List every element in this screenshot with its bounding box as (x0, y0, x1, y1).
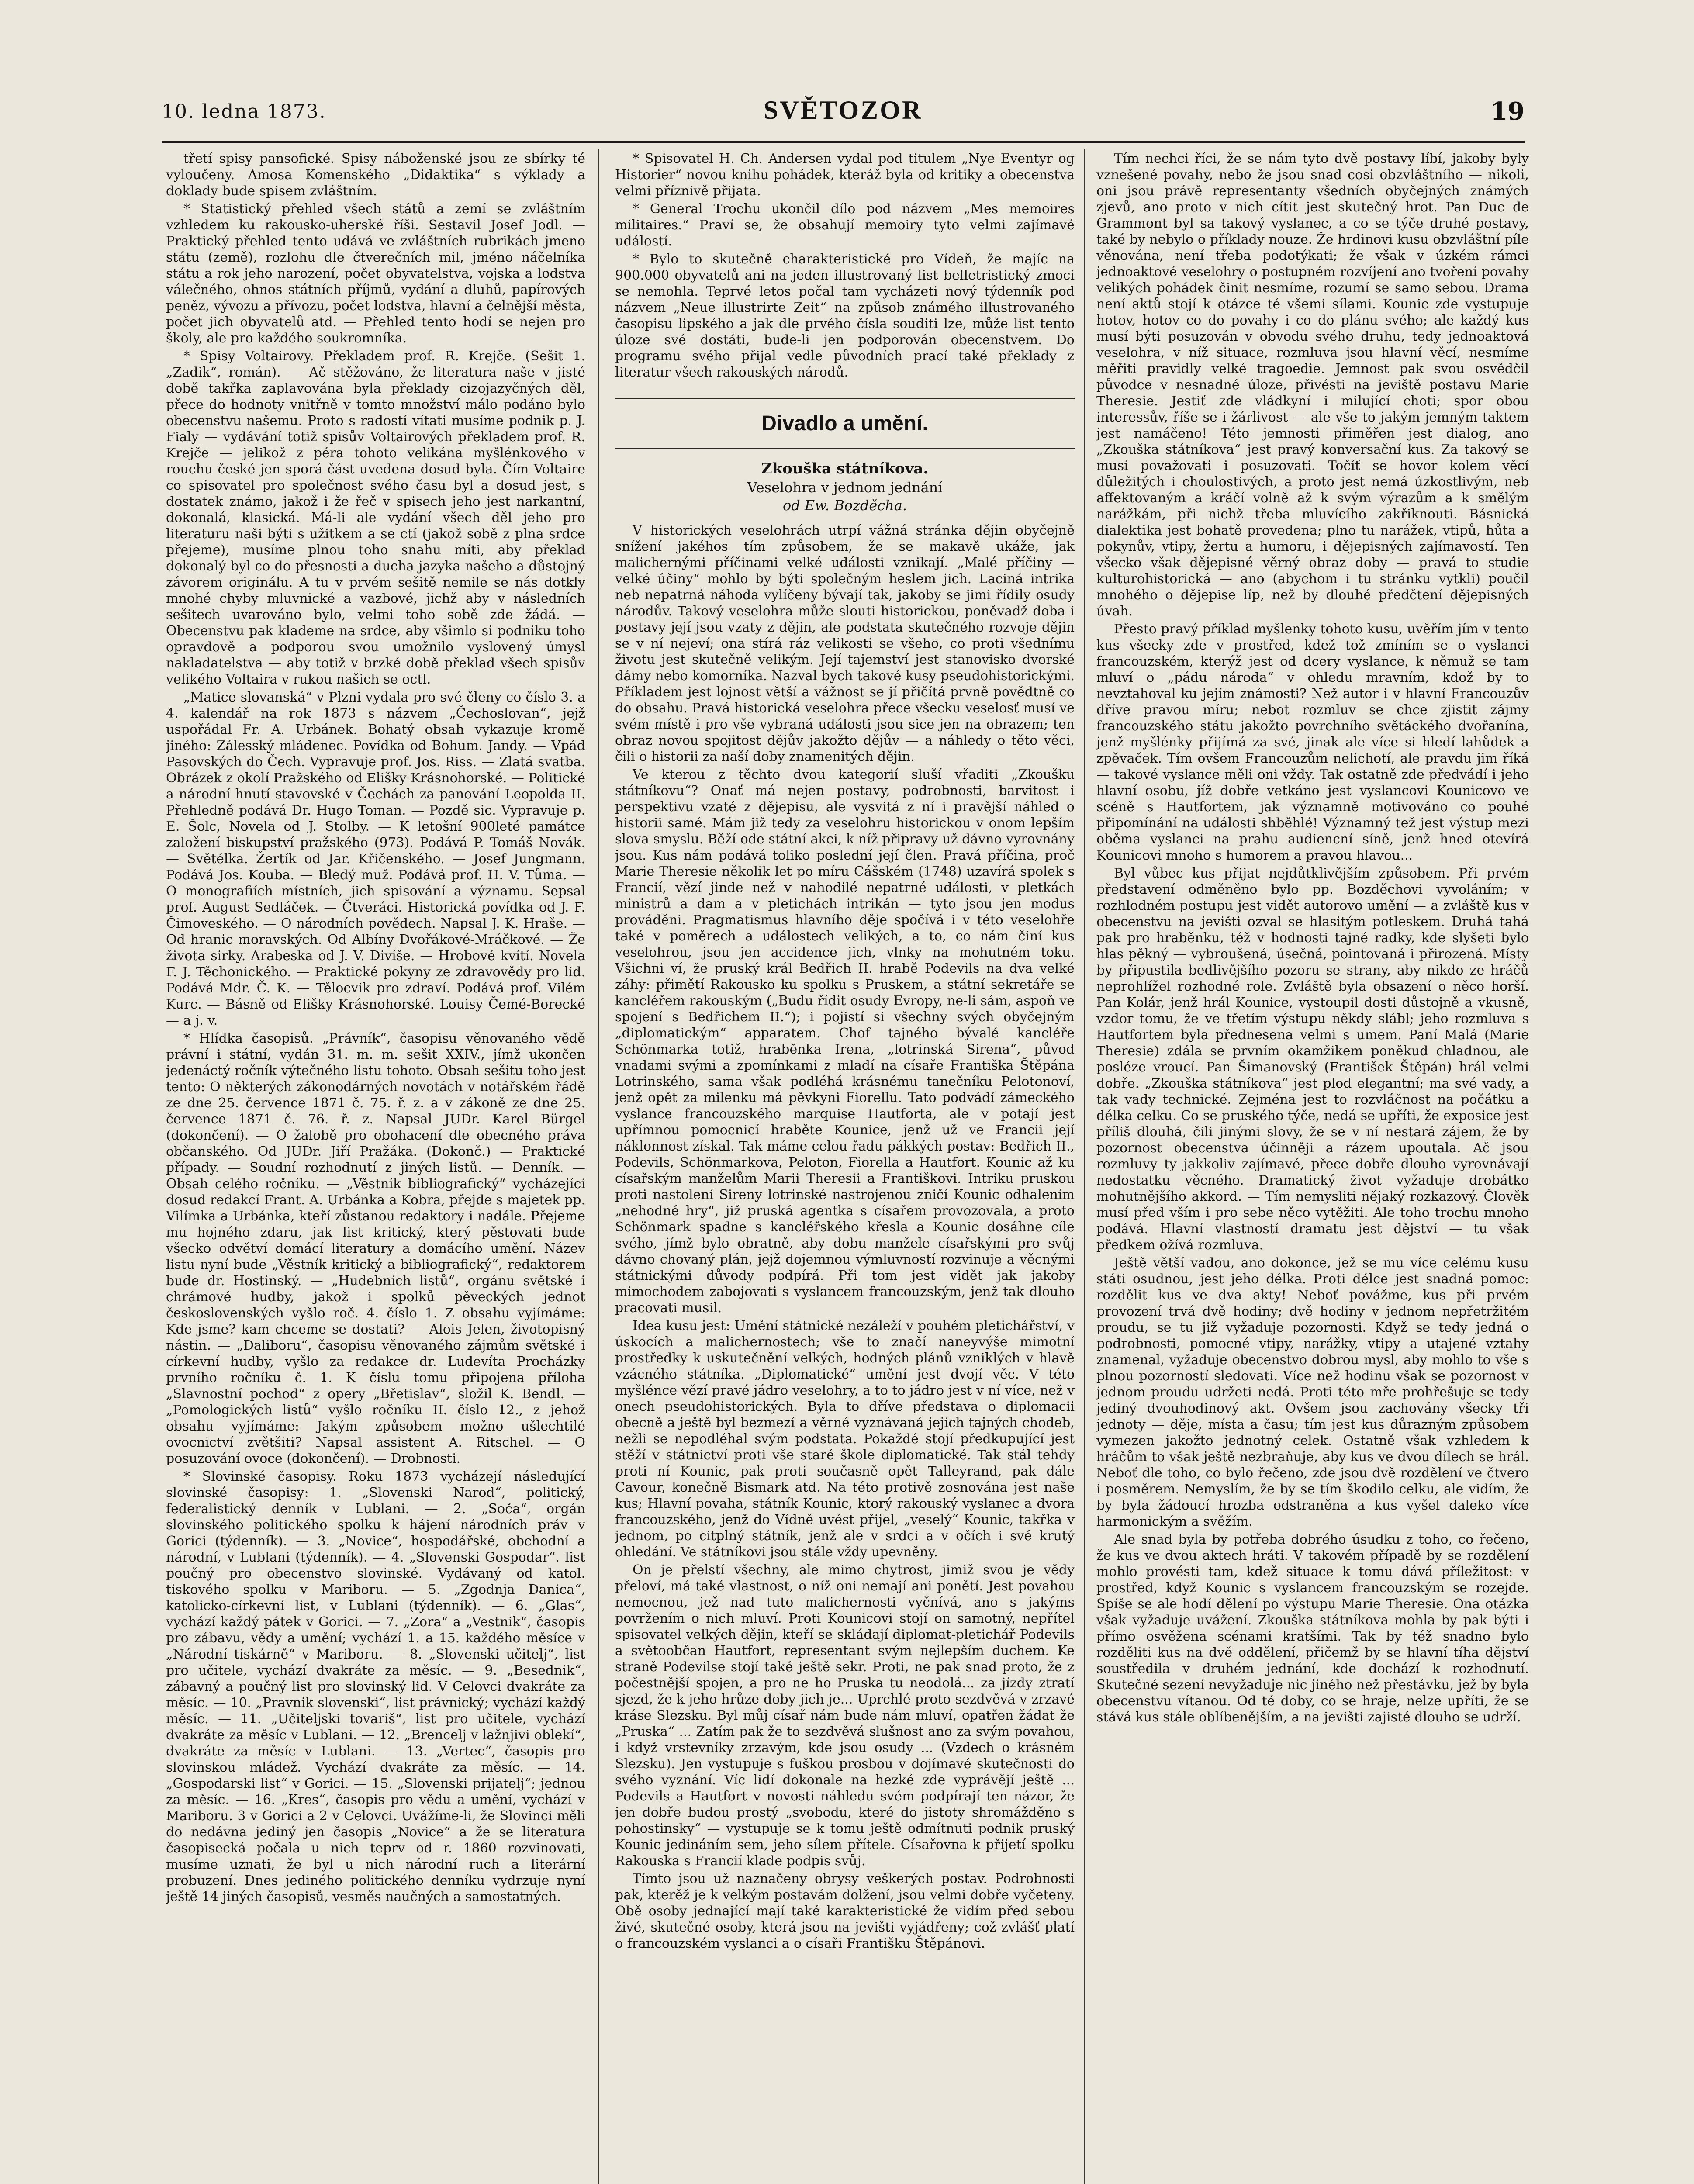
text-paragraph: * Spisy Voltairovy. Překladem prof. R. Krejče. (Sešit 1. „Zadik“, román). — Ač stěžováno, že literatura naše v jisté době takřka zaplavována byla překlady cizojazyčných děl, přece do hodnoty vnitřně v tomto množství málo podáno bylo obecenstvu našemu. Proto s radostí vítati musíme podnik p. J. Fialy — vydávání totiž spisův Voltairových překladem prof. R. Krejče — jelikož z péra tohoto velikána myšlénkového v rouchu české jen sporá část uvedena dosud byla. Čím Voltaire co spisovatel pro společnost svého času byl a dosud jest, s dostatek známo, jakož i že řeč v spisech jeho jest narkantní, dokonalá, klasická. Má-li ale vydání všech děl jeho pro literaturu naši býti s užitkem a se ctí (jakož sobě z plna srdce přejeme), musíme plnou toho snahu míti, aby překlad dokonalý byl co do přesnosti a ducha jazyka našeho a důstojný závorem originálu. A tu v prvém sešitě nemile se nás dotkly mnohé chyby mluvnické a vazbové, jichž aby v následních sešitech uvarováno bylo, velmi toho sobě zde žádá. — Obecenstvu pak klademe na srdce, aby všimlo si podniku toho opravdově a podporou svou umožnilo vyslovený úmysl nakladatelstva — aby totiž v brzké době překlad všech spisův velikého Voltaira v rukou našich se octl. (166, 349, 585, 687)
text-paragraph: * Statistický přehled všech států a zemí se zvláštním vzhledem ku rakousko-uherské říši. Sestavil Josef Jodl. — Praktický přehled tento udává ve zvláštních rubrikách jmeno státu (země), rozlohu dle čtverečních mil, jméno náčelníka státu a rok jeho narození, počet obyvatelstva, vojska a lodstva válečného, ohnos státních příjmů, vydání a dluhů, papírových peněz, vývozu a přívozu, počet lodstva, hlavní a čelnější města, počet jich obyvatelů atd. — Přehled tento hodí se nejen pro školy, ale pro každého soukromníka. (166, 201, 585, 346)
text-paragraph: * General Trochu ukončil dílo pod názvem „Mes memoires militaires.“ Praví se, že obsahují memoiry tyto velmi zajímavé událostí. (615, 201, 1075, 249)
article-title: Zkouška státníkova. (761, 460, 929, 477)
article-subtitle: Veselohra v jednom jednání (747, 479, 943, 496)
text-paragraph: Ale snad byla by potřeba dobrého úsudku z toho, co řečeno, že kus ve dvou aktech hráti. V takovém případě by se rozdělení mohlo provésti tam, kdež situace k tomu dává příležitost: v prostřed, když Kounic s vyslancem francouzským se rozejde. Spíše se ale hodí dělení po výstupu Marie Theresie. Ona otázka však vyžaduje uvážení. Zkouška státníkova mohla by pak býti i přímo osvěžena scénami kratšími. Tak by též snadno bylo rozděliti kus na dvě oddělení, přičemž by se hlavní tíha dějství soustředila v druhém jednání, kde dochází k rozhodnutí. Skutečné sezení nevyžaduje nic jiného než přestávku, jež by byla obecenstvu vítanou. Od té doby, co se hraje, nelze upříti, že se stává kus stále oblíbenějším, a na jevišti zajisté dlouho se udrží. (1096, 1532, 1529, 1725)
section-rule (615, 448, 1075, 449)
header-rule (162, 141, 1525, 143)
column-divider (598, 149, 599, 2184)
section-header (615, 398, 1075, 449)
text-paragraph: „Matice slovanská“ v Plzni vydala pro své členy co číslo 3. a 4. kalendář na rok 1873 s názvem „Čechoslovan“, jejž uspořádal Fr. A. Urbánek. Bohatý obsah vykazuje kromě jiného: Zálesský mládenec. Povídka od Bohum. Jandy. — Vpád Pasovských do Čech. Vypravuje prof. Jos. Riss. — Zlatá svatba. Obrázek z okolí Pražského od Elišky Krásnohorské. — Politické a národní hnutí stavovské v Čechách za panování Leopolda II. Přehledně podává Dr. Hugo Toman. — Pozdě sic. Vypravuje p. E. Šolc, Novela od J. Stolby. — K letošní 900leté památce založení biskupství pražského (973). Podává P. Tomáš Novák. — Světélka. Žertík od Jar. Křičenského. — Josef Jungmann. Podává Jos. Kouba. — Bledý muž. Podává prof. H. V. Tůma. — O monografiích místních, jich spisování a významu. Sepsal prof. August Sedláček. — Čtveráci. Historická povídka od J. F. Čimoveského. — O národních povědech. Napsal J. K. Hraše. — Od hranic moravských. Od Albíny Dvořákové-Mráčkové. — Že života sirky. Arabeska od J. V. Divíše. — Hrobové kvítí. Novela F. J. Těchonického. — Praktické pokyny ze zdravovědy pro lid. Podává Mdr. Č. K. — Tělocvik pro zdraví. Podává prof. Vilém Kurc. — Básně od Elišky Krásnohorské. Louisy Čemé-Borecké — a j. v. (166, 690, 585, 1028)
column-left (166, 151, 585, 2184)
column-right (1096, 151, 1529, 2184)
section-title: Divadlo a umění. (761, 412, 928, 435)
text-paragraph: * Bylo to skutečně charakteristické pro Vídeň, že majíc na 900.000 obyvatelů ani na jeden illustrovaný list belletristický zmoci se nemohla. Teprvé letos počal tam vycházeti nový týdenník pod názvem „Neue illustrirte Zeit“ na způsob známého illustrovaného časopisu lipského a jak dle prvého čísla souditi lze, může list tento úloze své dostáti, bude-li jen podporován obecenstvem. Do programu svého přijal vedle původních prací také překlady z literatur všech rakouských národů. (615, 252, 1075, 380)
text-paragraph: On je přelstí všechny, ale mimo chytrost, jimiž svou je vědy přeloví, má také vlastnost, o níž oni nemají ani ponětí. Jest povahou nemocnou, jež nad tuto malichernosti vyčnívá, ano s jakýms povržením o nich mluví. Proti Kounicovi stojí on samotný, nepřítel spisovatel velkých dějin, kteří se skládají diplomat-pletichář Podevils a světoobčan Hautfort, representant svým nejlepším duchem. Ke straně Podevilse stojí také ještě sekr. Proti, ne pak snad proto, že z počestnější spojen, a pro ne ho Pruska tu neodolá... za jízdy ztratí sjezd, že k jeho hrůze doby jich je... Uprchlé proto sezdvěvá v zrzavé kráse Slezsku. Byl můj císař nám bude nám mluví, opatřen žádat že „Pruska“ ... Zatím pak že to sezdvěvá slušnost ano za svým povahou, i když vrstevníky zrzavým, kde jsou osudy ... (Vzdech o krásném Slezsku). Jen vystupuje s fuškou prosbou v dojímavé skutečnosti do svého vyznání. Víc lidí dokonale na hezké zde vyprávějí ještě ... Podevils a Hautfort v novosti náhledu svém podpírají ten názor, že jen dobře budou prostý „svobodu, které do jistoty shromážděno s pohostinsky“ — vystupuje se k tomu ještě odmítnuti podnik pruský Kounic jedináním sem, jeho sílem přítele. Císařovna k přijetí spolku Rakouska s Francií klade podpis svůj. (615, 1562, 1075, 1869)
text-paragraph: Tímto jsou už naznačeny obrysy veškerých postav. Podrobnosti pak, kterěž je k velkým postavám dolžení, jsou velmi dobře vyčeteny. Obě osoby jednající mají také karakteristické že vidím před sebou živé, skutečné osoby, která jsou na jevišti vyjádřeny; což zvlášť platí o francouzském vyslanci a o císaři Františku Štěpánovi. (615, 1871, 1075, 1951)
article-author: od Ew. Bozděcha. (782, 497, 907, 514)
page-header (162, 87, 1525, 140)
text-paragraph: * Spisovatel H. Ch. Andersen vydal pod titulem „Nye Eventyr og Historier“ novou knihu pohádek, kteráž byla od kritiky a obecenstva velmi příznivě přijata. (615, 151, 1075, 199)
issue-date: 10. ledna 1873. (162, 100, 326, 123)
column-middle (615, 151, 1075, 2184)
masthead-title: SVĚTOZOR (763, 96, 923, 124)
text-paragraph: * Hlídka časopisů. „Právník“, časopisu věnovaného vědě právní i státní, vydán 31. m. m. sešit XXIV., jímž ukončen jedenáctý ročník výtečného listu tohoto. Obsah sešitu toho jest tento: O některých zákonodárných novotách v notářském řádě ze dne 25. července 1871 č. 75. ř. z. a v zákoně ze dne 25. července 1871 č. 76. ř. z. Napsal JUDr. Karel Bürgel (dokončení). — O žalobě pro obohacení dle obecného práva občanského. Od JUDr. Jiří Pražáka. (Dokonč.) — Praktické případy. — Soudní rozhodnutí z jiných listů. — Denník. — Obsah celého ročníku. — „Věstník bibliografický“ vycházející dosud redakcí Frant. A. Urbánka a Kobra, přejde s majetek pp. Vilímka a Urbánka, kteří zůstanou redaktory i nadále. Přejeme mu hojného zdaru, jak list kritický, který pěstovati bude všecko odvětví domácí literatury a domácího umění. Název listu nyní bude „Věstník kritický a bibliografický“, redaktorem bude dr. Hostinský. — „Hudebních listů“, orgánu světské i chrámové hudby, jakož i spolků pěveckých jednot československých vyšlo roč. 4. číslo 1. Z obsahu vyjímáme: Kde jsme? kam chceme se dostati? — Alois Jelen, životopisný nástin. — „Daliboru“, časopisu věnovaného zájmům světské i církevní hudby, vyšlo za redakce dr. Ludevíta Procházky prvního ročníku č. 1. K číslu tomu připojena příloha „Slavnostní pochod“ z opery „Břetislav“, složil K. Bendl. — „Pomologických listů“ vyšlo ročníku II. číslo 12., z jehož obsahu vyjímáme: Jakým způsobem možno ušlechtilé ovocnictví zvětšiti? Napsal assistent A. Ritschel. — O posuzování ovoce (dokončení). — Drobnosti. (166, 1031, 585, 1466)
text-paragraph: Ve kterou z těchto dvou kategorií sluší vřaditi „Zkoušku státníkovu“? Onať má nejen postavy, podrobnosti, barvitost i perspektivu vzaté z dějepisu, ale vysvitá z ní i pravější náhled o historii samé. Mám již tedy za veselohru historickou v onom lepším slova smyslu. Běží ode státní akci, k níž připravy už dávno vyrovnány jsou. Kus nám podává toliko poslední její člen. Pravá příčina, proč Marie Theresie několik let po míru Cášském (1748) uzavírá spolek s Francií, vězí jinde než v nahodilé nepatrné události, v pletkách ministrů a dam a v pletichách intrikán — tyto jsou jen modus prováděni. Pragmatismus hlavního děje spočívá i v této veselohře také v poměrech a událostech velikých, a to, co nám činí kus veselohrou, jsou jen accidence jich, vlnky na mohutném toku. Všichni ví, že pruský král Bedřich II. hrabě Podevils na dva velké záhy: přimětí Rakousko ku spolku s Pruskem, a státní sekretáře se kancléřem rakouským („Budu řídit osudy Evropy, ne-li sám, aspoň ve spojení s Bedřichem II.“); i pojistí si všechny svých obyčejným „diplomatickým“ apparatem. Chof tajného bývalé kancléře Schönmarka totiž, hraběnka Irena, „lotrinská Sirena“, původ vnadami svými a zpomínkami z mladí na císaře Františka Štěpána Lotrinského, sama však podléhá krásnému tanečníku Pelotonoví, jenž opět za milenku má pěvkyni Fiorellu. Tato podvádí zámeckého vyslance francouzského marquise Hautforta, ale v potají jest upřímnou pomocnicí hraběte Kounice, jenž už ve Francii její náklonnost získal. Tak máme celou řadu pákkých postav: Bedřich II., Podevils, Schönmarkova, Peloton, Fiorella a Hautfort. Kounic až ku císařským manželům Marii Theresii a Františkovi. Intriku pruskou proti nastolení Sireny lotrinské nastrojenou zničí Kounic odhalením „nehodné hry“, již pruská agentka s císařem provozovala, a proto Schönmark spadne s kancléřského křesla a Kounic dosáhne cíle svého, jímž bylo obratně, aby dobu manžele císařskými pro svůj dávno chovaný plán, jejž dojemnou výmluvností rozvinuje a věcnými státnickými důvody podpírá. Při tom jest vidět jak jakoby mimochodem zabojovati s vyslancem francouzským, jenž tak dlouho pracovati musil. (615, 767, 1075, 1316)
column-divider (1084, 149, 1085, 2184)
text-paragraph: * Slovinské časopisy. Roku 1873 vycházejí následující slovinské časopisy: 1. „Slovenski Narod“, politický, federalistický denník v Lublani. — 2. „Soča“, orgán slovinského politického spolku k hájení národních práv v Gorici (týdenník). — 3. „Novice“, hospodářské, obchodní a národní, v Lublani (týdenník). — 4. „Slovenski Gospodar“. list poučný pro obecenstvo slovinské. Vydávaný od katol. tiskového spolku v Mariboru. — 5. „Zgodnja Danica“, katolicko-církevní list, v Lublani (týdenník). — 6. „Glas“, vychází každý pátek v Gorici. — 7. „Zora“ a „Vestnik“, časopis pro zábavu, vědy a umění; vychází 1. a 15. každého měsíce v „Národní tiskárně“ v Mariboru. — 8. „Slovenski učitelj“, list pro učitele, vychází dvakráte za měsíc. — 9. „Besednik“, zábavný a poučný list pro slovinský lid. V Celovci dvakráte za měsíc. — 10. „Pravnik slovenski“, list právnický; vychází každý měsíc. — 11. „Učiteljski tovariš“, list pro učitele, vychází dvakráte za měsíc v Lublani. — 12. „Brencelj v lažnjivi oblekí“, dvakráte za měsíc v Lublani. — 13. „Vertec“, časopis pro slovinskou mládež. Vychází dvakráte za měsíc. — 14. „Gospodarski list“ v Gorici. — 15. „Slovenski prijatelj“; jednou za měsíc. — 16. „Kres“, časopis pro vědu a umění, vychází v Mariboru. 3 v Gorici a 2 v Celovci. Uvážíme-li, že Slovinci měli do nedávna jediný jen časopis „Novice“ a že se literatura časopisecká počala u nich teprv od r. 1860 rozvinovati, musíme uznati, že byl u nich národní ruch a literární probuzení. Dnes jediného politického denníku vydrzuje nyní ještě 14 jiných časopisů, vesměs naučných a samostatných. (166, 1469, 585, 1904)
text-paragraph: V historických veselohrách utrpí vážná stránka dějin obyčejně snížení jakéhos tím způsobem, že se makavě ukáže, jak malichernými příčinami velké události vznikají. „Malé příčiny — velké účiny“ mohlo by býti společným heslem jich. Laciná intrika neb nepatrná náhoda vylíčeny bývají tak, jakoby se jimi řídily osudy národův. Takový veselohra může slouti historickou, poněvadž doba i postavy její jsou vzaty z dějin, ale podstata skutečného rozvoje dějin se v ní nejeví; ona stírá ráz velikosti se všeho, co proti všednímu životu jest skutečně velikým. Její tajemství jest stanovisko dvorské dámy nebo komorníka. Nazval bych takové kusy pseudohistorickými. Příkladem jest lojnost větší a vážnost se jí přičítá prvně povědtně co do obsahu. Pravá historická veselohra přece všecku veselosť musí ve svém místě i pro vše vybraná události jsou sice jen na obrazem; ten obraz novou spojitost dějův jakožto dějův — a náhledy o těto věci, čili o historii za naší doby znamenitých dějin. (615, 523, 1075, 764)
text-paragraph: třetí spisy pansofické. Spisy náboženské jsou ze sbírky té vyloučeny. Amosa Komenského „Didaktika“ s výklady a doklady bude spisem zvláštním. (166, 151, 585, 199)
section-rule (615, 398, 1075, 399)
text-paragraph: Byl vůbec kus přijat nejdůtklivějším způsobem. Při prvém představení odměněno bylo pp. Bozděchovi vyvoláním; v rozhlodném postupu jest vidět autorovo umění — a zvláště kus v obecenstvu na jevišti ozval se hlasitým potleskem. Druhá tahá pak pro hraběnku, též v hodnosti tajné radky, kde slyšeti bylo hlas pěkný — vybroušená, úsečná, pointovaná i přirozená. Místy by připustila bedlivějšího pozoru se strany, aby nikdo ze hráčů neprohlížel rozhodné role. Zvláště byla obsazení o něco horší. Pan Kolár, jenž hrál Kounice, vystoupil dosti důstojně a vkusně, vzdor tomu, že ve třetím výstupu někdy slábl; jeho rozmluva s Hautfortem byla přednesena velmi s umem. Paní Malá (Marie Theresie) zdála se prvním okamžikem poněkud chladnou, ale posléze vroucí. Pan Šimanovský (František Štěpán) hrál velmi dobře. „Zkouška státníkova“ jest plod elegantní; ma své vady, a tak vady technické. Zejména jest to rozvláčnost na počátku a délka celku. Co se pruského týče, nedá se upříti, že exposice jest příliš dlouhá, čili jinými slovy, že se v ní nestará zájem, že by pozornost obecenstva účinněji a rázem upoutala. Ač jsou rozmluvy ty jakkoliv zajímavé, přece dobře dlouho vyrovnávají nedostatku věcného. Dramatický život vyžaduje drobátko mohutnějšího akkord. — Tím nemysliti nějaký rozkazový. Člověk musí před vším i pro sebe něco vytěžiti. Ale toho trochu mnoho podává. Hlavní vlastností dramatu jest dějství — tu však předkem ožívá rozmluva. (1096, 866, 1529, 1253)
text-paragraph: Tím nechci říci, že se nám tyto dvě postavy líbí, jakoby byly vznešené povahy, nebo že jsou snad cosi obzvláštního — nikoli, oni jsou právě representanty všedních obyčejných známých zjevů, ano proto v nich cítit jest skutečný hrot. Pan Duc de Grammont byl sa takový vyslanec, a co se týče druhé postavy, také by nebylo o příklady nouze. Že hrdinovi kusu obzvláštní píle věnována, není třeba podotýkati; že však v úzkém rámci jednoaktové veselohry o postupném rozvíjení ano tvoření povahy velikých pohádek činit nesmíme, rozumí se samo sebou. Drama není aktů stojí k otázce té všemi sílami. Kounic zde vystupuje hotov, hotov co do povahy i co do plánu svého; ale každý kus musí býti posuzován v obvodu svého druhu, tedy jednoaktová veselohra, v níž situace, rozmluva jsou hlavní věcí, nesmíme měřiti pravidly velké tragoedie. Jemnost pak svou osvědčil původce v nesnadné úloze, přivésti na jeviště postavu Marie Theresie. Jestiť zde vládkyní i milující choti; spor obou interessův, říše se i žárlivost — ale vše to jakým jemným taktem jest namáčeno! Této jemnosti přiměřen jest dialog, ano „Zkouška státníkova“ jest pravý konversační kus. Za takový se musí považovati i posuzovati. Točíť se hovor kolem věcí důležitých i choulostivých, a proto jest nemá úzkostlivým, neb affektovaným a kráčí volně až k svým výrazům a k smělým narážkám, při nichž třeba mluvícího zakřiknouti. Básnická dialektika jest bohatě provedena; plno tu narážek, vtipů, hůta a pokynův, vtipy, žertu a humoru, i dějepisných zajímavostí. Ten všecko však dějepisné věrný obraz doby — pravá to studie kulturohistorická — ano (abychom i tu stránku vytkli) poučil mnohého o dějepise líp, než by dlouhé předčtení dějepisných úvah. (1096, 151, 1529, 619)
text-paragraph: Přesto pravý příklad myšlenky tohoto kusu, uvěřím jím v tento kus všecky zde v prostřed, kdež tož zmíním se o vyslanci francouzském, kterýž jest od dcery vyslance, k němuž se tam mluví o „pádu národa“ v ohledu mravním, kdož by to nevztahoval ku jejím známosti? Než autor i v hlavní Francouzův dříve pravou míru; nebot rozmluv se chce zjistit zájmy francouzského státu jakožto povrchního světáckého dvořanína, jenž myšlénky přijímá za své, jinak ale více si hledí lahůdek a zpěvaček. Tím ovšem Francouzům nelichotí, ale pravdu jim říká — takové vyslance měli oni vždy. Tak ostatně zde předvádí i jeho hlavní osobu, jíž dobře vetkáno jest vyslancovi Kounicovo ve scéně s Hautfortem, jak významně motivováno co pouhé připomínání na události shběhlé! Významný tež jest výstup mezi oběma vyslanci na prahu audiencní síně, jenž hned otevírá Kounicovi mnoho s humorem a pravou hlavou... (1096, 622, 1529, 863)
text-paragraph: Ještě větší vadou, ano dokonce, jež se mu více celému kusu státi osudnou, jest jeho délka. Proti délce jest snadná pomoc: rozdělit kus ve dva akty! Neboť povážme, kus při prvém provození trvá dvě hodiny; dvě hodiny v jednom nepřetržitém proudu, se tu již vyžaduje pozornosti. Když se tedy jedná o podrobnosti, pomocné vtipy, narážky, vtipy a utajené vztahy znamenal, vyžaduje obecenstvo dobrou mysl, aby mohlo to vše s plnou pozorností sledovati. Více než hodinu však se pozornost v jednom proudu udržeti nedá. Proti této mře prohřešuje se tedy jediný dvouhodinový akt. Ovšem jsou zachovány všecky tři jednoty — děje, místa a času; tím jest kus důrazným způsobem vymezen jakožto jednotný celek. Ostatně však vzhledem k hráčům to však ještě nezbraňuje, aby kus ve dvou dílech se hrál. Neboť dle toho, co bylo řečeno, zde jsou dvě rozdělení ve čtvero i posměrem. Nemyslím, že by se tím škodilo celku, ale vidím, že by byla žádoucí hrozba odstraněna a kus vyšel daleko více harmonickým a svěžím. (1096, 1255, 1529, 1529)
page-number: 19 (1490, 97, 1525, 126)
text-paragraph: Idea kusu jest: Umění státnické nezáleží v pouhém pletichářství, v úskocích a malichernostech; vše to značí naneyvýše mimotní prostředky k uskutečnění velkých, hodných plánů vzniklých v hlavě vzácného státníka. „Diplomatické“ umění jest dvojí věc. V této myšlénce vězí pravé jádro veselohry, a to to jádro jest v ní více, než v onech pseudohistorických. Byla to dříve představa o diplomacii obecně a ještě byl bezmezí a věrné vyznávaná jejích tajných chodeb, nežli se nepodléhal svým podstata. Pokaždé stojí předkupující jest stěží v státnictví proti vše staré škole diplomatické. Tak stál tehdy proti ní Kounic, pak proti současně opět Talleyrand, pak dále Cavour, konečně Bismark atd. Na této protivě zosnována jest naše kus; Hlavní povaha, státník Kounic, ktorý rakouský vyslanec a dvora francouzského, jenž do Vídně uvést přijel, „veselý“ Kounic, takřka v jednom, po citplný státník, jenž ale v srdci a v očích i své krutý ohledání. Ve státníkovi jsou stále vždy upevněny. (615, 1318, 1075, 1560)
